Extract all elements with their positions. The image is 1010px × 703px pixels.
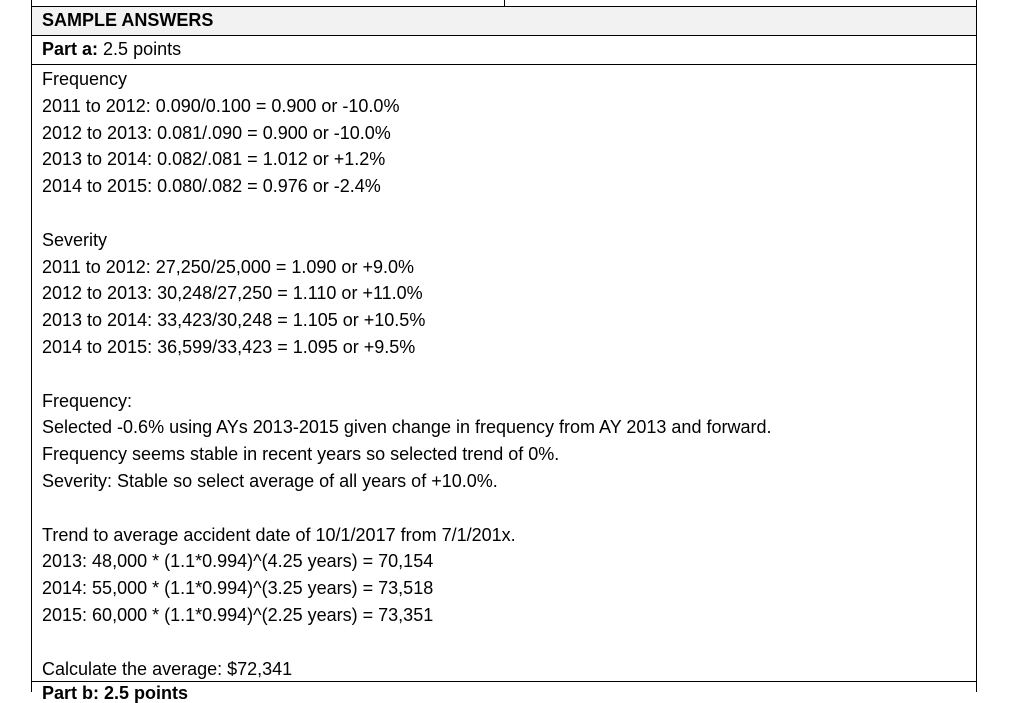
answer-line: Frequency: [42, 69, 128, 89]
answer-line: Severity: Stable so select average of all years of +10.0%.: [42, 470, 498, 491]
answer-line: 2014 to 2015: 36,599/33,423 = 1.095 or +9.5%: [42, 336, 416, 357]
part-a-label: Part a:: [42, 39, 99, 59]
answer-line: [42, 200, 962, 227]
answer-line: 2011 to 2012: 0.090/0.100 = 0.900 or -10.0%: [42, 95, 400, 116]
answer-line: Frequency:: [42, 390, 133, 411]
answer-line: Calculate the average: $72,341: [42, 658, 293, 679]
part-a-text: [42, 39, 181, 60]
answer-line: 2013: 48,000 * (1.1*0.994)^(4.25 years) = 70,154: [42, 551, 434, 572]
answer-line: [42, 495, 962, 522]
answer-line: 2012 to 2013: 30,248/27,250 = 1.110 or +11.0%: [42, 283, 423, 304]
answer-line: [42, 361, 962, 388]
answer-line: 2015: 60,000 * (1.1*0.994)^(2.25 years) = 73,351: [42, 604, 434, 625]
answer-sheet: [31, 0, 977, 703]
answer-line: 2013 to 2014: 0.082/.081 = 1.012 or +1.2%: [42, 149, 386, 170]
part-a-points: 2.5 points: [103, 39, 182, 59]
sample-answers-header: [32, 7, 976, 36]
answer-line: Frequency seems stable in recent years so selected trend of 0%.: [42, 444, 560, 465]
answer-line: 2012 to 2013: 0.081/.090 = 0.900 or -10.0%: [42, 122, 391, 143]
answer-line: Selected -0.6% using AYs 2013-2015 given change in frequency from AY 2013 and forward.: [42, 417, 772, 438]
part-b-cut-text: Part b: 2.5 points: [42, 683, 189, 703]
previous-row-cut: [32, 0, 976, 7]
answer-line: Trend to average accident date of 10/1/2017 from 7/1/201x.: [42, 524, 516, 545]
part-a-row: [32, 36, 976, 65]
answer-line: 2014 to 2015: 0.080/.082 = 0.976 or -2.4%: [42, 176, 381, 197]
answer-line: [42, 629, 962, 656]
answer-line: Severity: [42, 229, 108, 250]
answer-line: 2014: 55,000 * (1.1*0.994)^(3.25 years) = 73,518: [42, 578, 434, 599]
header-title: SAMPLE ANSWERS: [42, 10, 214, 30]
column-divider: [504, 0, 505, 6]
answer-body: [42, 66, 962, 682]
bottom-rule: [32, 681, 976, 682]
answer-line: 2011 to 2012: 27,250/25,000 = 1.090 or +9.0%: [42, 256, 414, 277]
answer-line: 2013 to 2014: 33,423/30,248 = 1.105 or +10.5%: [42, 310, 426, 331]
